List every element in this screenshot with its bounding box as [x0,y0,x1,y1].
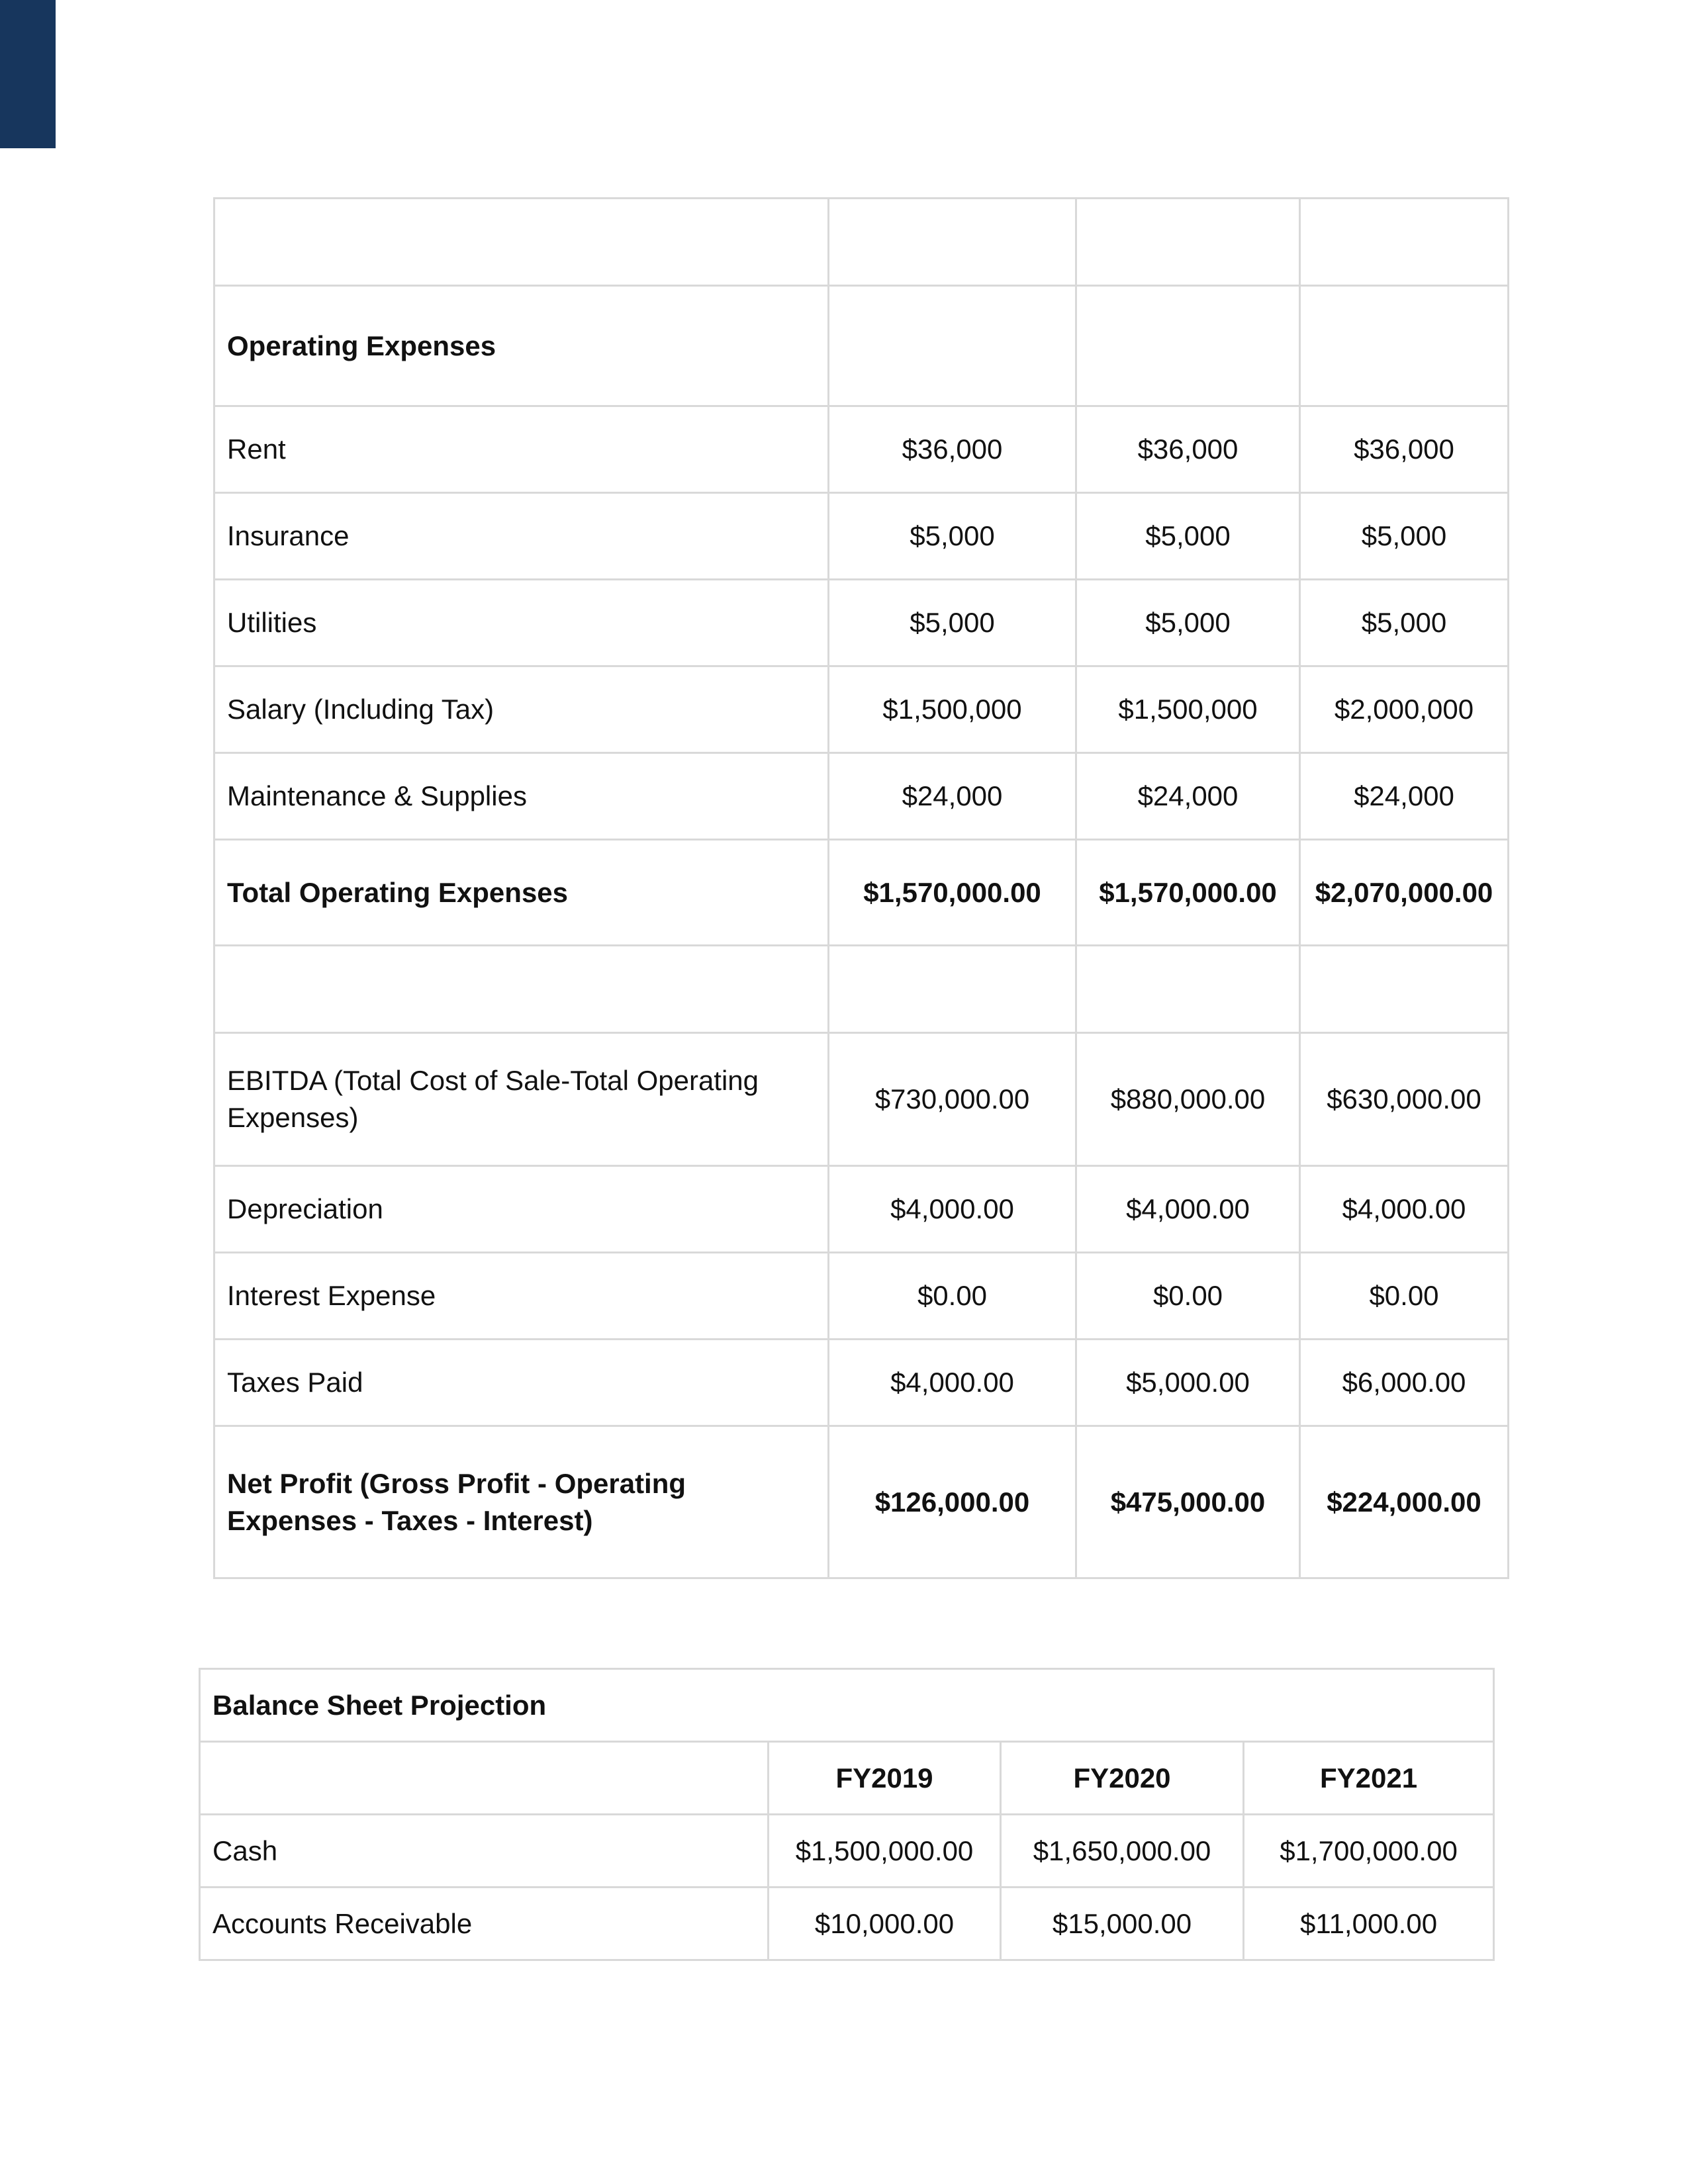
balance-sheet-table [199,1668,1495,1961]
table-row [214,580,1509,666]
value-cell: $1,650,000.00 [1001,1815,1244,1888]
value-cell: $4,000.00 [1300,1166,1509,1253]
table-cell [829,199,1076,286]
row-label: Maintenance & Supplies [214,753,829,840]
value-cell: $0.00 [1076,1253,1300,1340]
table-cell [1076,199,1300,286]
row-label: Depreciation [214,1166,829,1253]
total-row [214,840,1509,946]
section-title: Operating Expenses [214,286,829,406]
net-profit-row [214,1426,1509,1578]
value-cell: $10,000.00 [769,1888,1001,1960]
row-label: Utilities [214,580,829,666]
value-cell: $4,000.00 [829,1340,1076,1426]
net-profit-value: $126,000.00 [829,1426,1076,1578]
value-cell: $1,500,000.00 [769,1815,1001,1888]
ebitda-value: $880,000.00 [1076,1033,1300,1166]
value-cell: $0.00 [1300,1253,1509,1340]
table-row [214,1253,1509,1340]
table-cell [1300,199,1509,286]
value-cell: $36,000 [1300,406,1509,493]
table-row [214,406,1509,493]
row-label: Interest Expense [214,1253,829,1340]
value-cell: $5,000 [1300,580,1509,666]
blank-header-row [214,199,1509,286]
value-cell: $6,000.00 [1300,1340,1509,1426]
value-cell: $1,500,000 [829,666,1076,753]
row-label: Cash [200,1815,769,1888]
value-cell: $36,000 [829,406,1076,493]
value-cell: $1,500,000 [1076,666,1300,753]
table-row [200,1815,1494,1888]
table-cell [1076,286,1300,406]
ebitda-row [214,1033,1509,1166]
row-label: Rent [214,406,829,493]
table-cell [200,1742,769,1815]
value-cell: $5,000.00 [1076,1340,1300,1426]
value-cell: $5,000 [829,493,1076,580]
value-cell: $1,700,000.00 [1244,1815,1494,1888]
row-label: Insurance [214,493,829,580]
table-cell [1076,946,1300,1033]
table-row [214,666,1509,753]
balance-sheet-title-row [200,1669,1494,1742]
value-cell: $36,000 [1076,406,1300,493]
value-cell: $11,000.00 [1244,1888,1494,1960]
value-cell: $0.00 [829,1253,1076,1340]
table-row [214,753,1509,840]
table-row [214,1340,1509,1426]
total-value: $2,070,000.00 [1300,840,1509,946]
year-header: FY2019 [769,1742,1001,1815]
ebitda-value: $730,000.00 [829,1033,1076,1166]
table-cell [214,199,829,286]
blank-spacer-row [214,946,1509,1033]
table-row [214,1166,1509,1253]
value-cell: $24,000 [1076,753,1300,840]
table-cell [829,286,1076,406]
total-value: $1,570,000.00 [1076,840,1300,946]
value-cell: $5,000 [1076,493,1300,580]
row-label: Accounts Receivable [200,1888,769,1960]
total-label: Total Operating Expenses [214,840,829,946]
table-cell [829,946,1076,1033]
corner-tab-decoration [0,0,56,148]
total-value: $1,570,000.00 [829,840,1076,946]
table-cell [1300,946,1509,1033]
section-title-row [214,286,1509,406]
net-profit-label: Net Profit (Gross Profit - Operating Expenses - Taxes - Interest) [214,1426,829,1578]
net-profit-value: $224,000.00 [1300,1426,1509,1578]
operating-expenses-table [213,197,1509,1579]
ebitda-value: $630,000.00 [1300,1033,1509,1166]
year-header: FY2021 [1244,1742,1494,1815]
row-label: Taxes Paid [214,1340,829,1426]
value-cell: $15,000.00 [1001,1888,1244,1960]
value-cell: $5,000 [1076,580,1300,666]
balance-sheet-title: Balance Sheet Projection [200,1669,1494,1742]
value-cell: $5,000 [1300,493,1509,580]
value-cell: $24,000 [829,753,1076,840]
value-cell: $5,000 [829,580,1076,666]
table-cell [1300,286,1509,406]
value-cell: $4,000.00 [1076,1166,1300,1253]
value-cell: $24,000 [1300,753,1509,840]
net-profit-value: $475,000.00 [1076,1426,1300,1578]
value-cell: $2,000,000 [1300,666,1509,753]
value-cell: $4,000.00 [829,1166,1076,1253]
table-cell [214,946,829,1033]
year-header-row [200,1742,1494,1815]
table-row [214,493,1509,580]
table-row [200,1888,1494,1960]
row-label: Salary (Including Tax) [214,666,829,753]
ebitda-label: EBITDA (Total Cost of Sale-Total Operating Expenses) [214,1033,829,1166]
year-header: FY2020 [1001,1742,1244,1815]
